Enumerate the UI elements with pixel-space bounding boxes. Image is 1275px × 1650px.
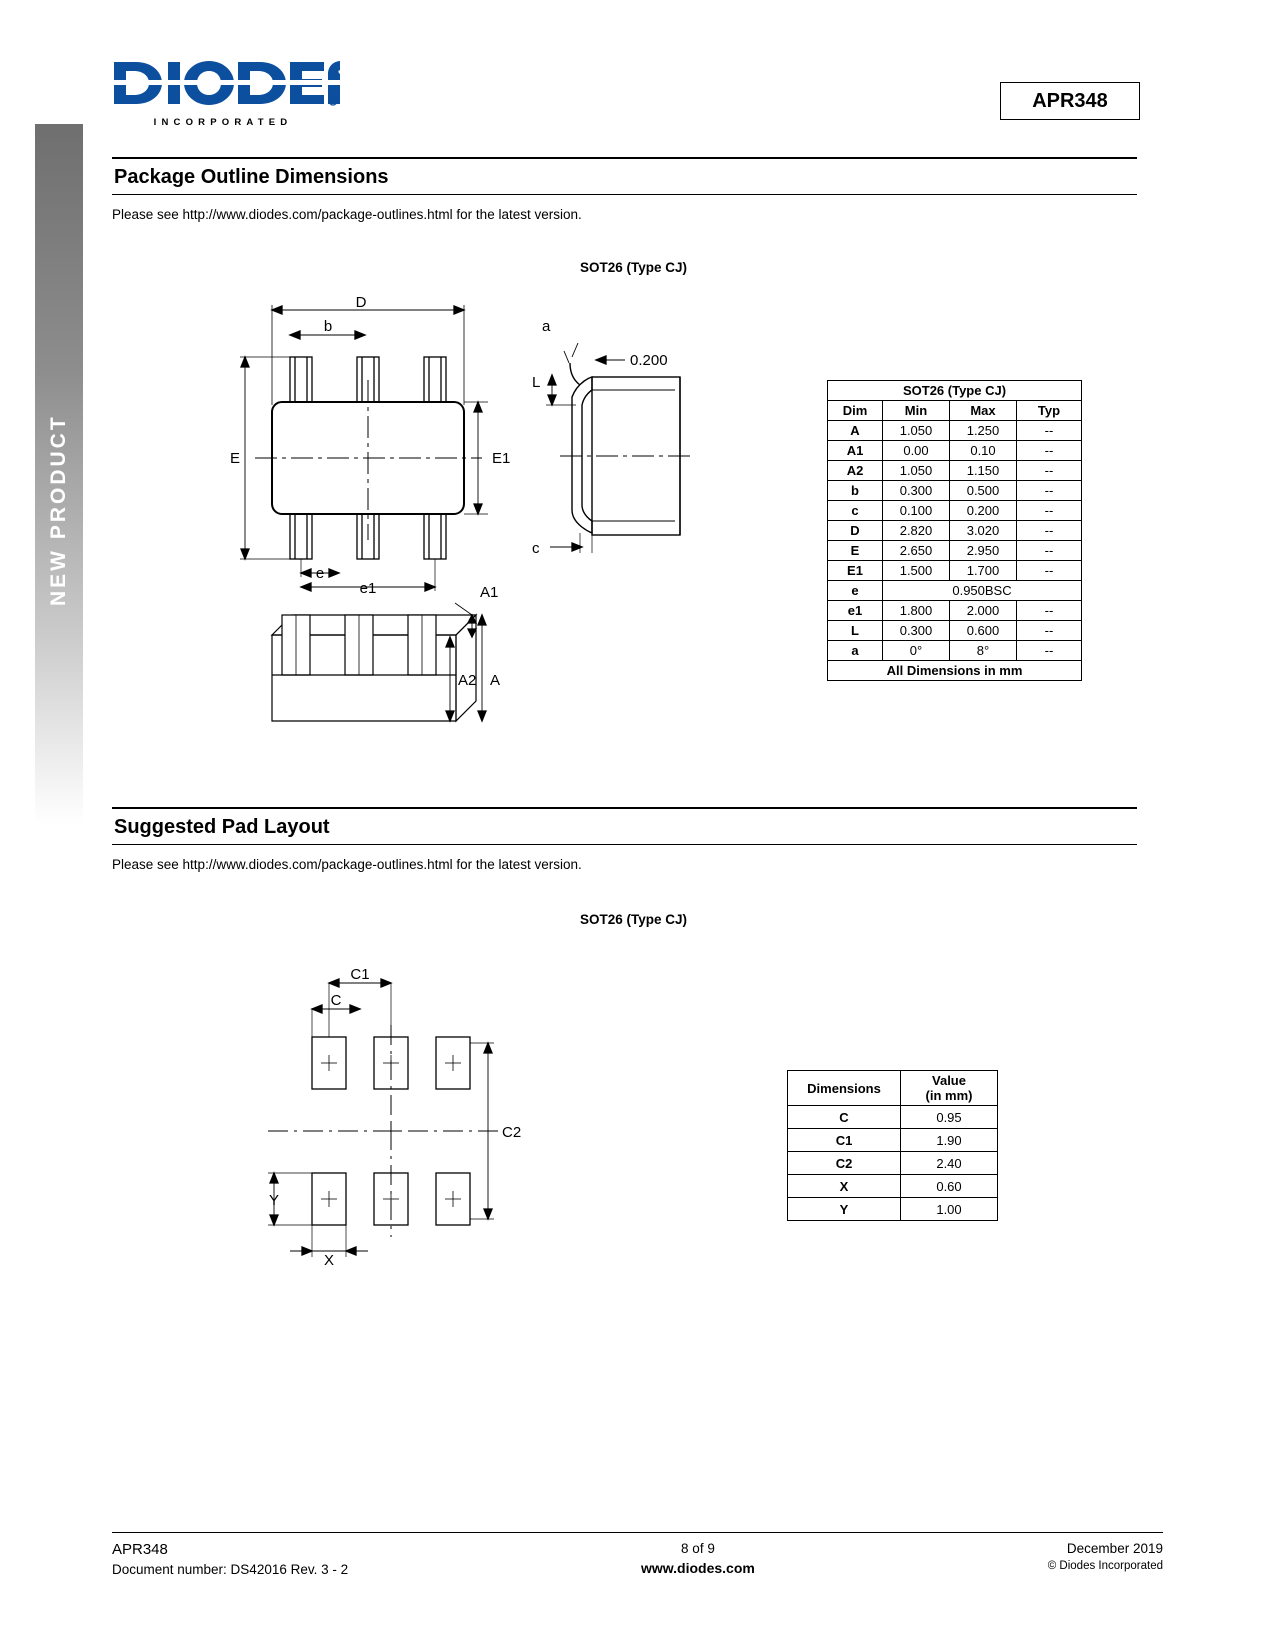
label-gap: 0.200	[630, 352, 668, 369]
pad-dim-value: 0.60	[901, 1175, 998, 1198]
dim-max: 3.020	[950, 521, 1017, 541]
dim-min: 0.300	[883, 481, 950, 501]
pad-dim-name: C2	[788, 1152, 901, 1175]
section-package-outline	[112, 157, 1137, 222]
section-title-package-outline: Package Outline Dimensions	[114, 166, 389, 188]
package-label-pad: SOT26 (Type CJ)	[580, 912, 688, 927]
dim-typ: --	[1017, 621, 1082, 641]
label-A: A	[490, 672, 501, 689]
label-a: a	[542, 318, 551, 335]
dim-name: E	[828, 541, 883, 561]
dim-min: 1.500	[883, 561, 950, 581]
dim-max: 2.000	[950, 601, 1017, 621]
dim-max: 1.700	[950, 561, 1017, 581]
dim-name: c	[828, 501, 883, 521]
pad-dim-value: 1.90	[901, 1129, 998, 1152]
dim-typ: --	[1017, 561, 1082, 581]
dim-name: E1	[828, 561, 883, 581]
table-row	[828, 421, 1082, 441]
dim-min: 0.300	[883, 621, 950, 641]
footer-rule	[112, 1532, 1163, 1533]
footer-right	[1048, 1539, 1163, 1575]
label-E1: E1	[492, 450, 511, 467]
label-A1: A1	[480, 584, 499, 601]
dim-typ: --	[1017, 521, 1082, 541]
table-row	[828, 561, 1082, 581]
dim-typ: --	[1017, 501, 1082, 521]
dim-min: 1.050	[883, 421, 950, 441]
dim-min: 1.800	[883, 601, 950, 621]
footer-date: December 2019	[1066, 1540, 1163, 1556]
dim-max: 0.200	[950, 501, 1017, 521]
table-row	[788, 1152, 998, 1175]
dim-max: 0.600	[950, 621, 1017, 641]
table-row	[828, 441, 1082, 461]
dim-max: 0.500	[950, 481, 1017, 501]
dim-min: 0.100	[883, 501, 950, 521]
table-row	[828, 501, 1082, 521]
dim-typ: --	[1017, 441, 1082, 461]
section-note-package-outline: Please see http://www.diodes.com/package-outlines.html for the latest version.	[112, 207, 582, 222]
footer-document-number: Document number: DS42016 Rev. 3 - 2	[112, 1562, 349, 1578]
package-outline-drawing	[220, 285, 800, 745]
dim-name: a	[828, 641, 883, 661]
dim-table-title: SOT26 (Type CJ)	[828, 381, 1082, 401]
table-row	[788, 1106, 998, 1129]
table-row	[828, 481, 1082, 501]
section-note-pad-layout: Please see http://www.diodes.com/package-outlines.html for the latest version.	[112, 857, 582, 872]
pad-header-dimensions: Dimensions	[788, 1071, 901, 1106]
dim-header-typ: Typ	[1017, 401, 1082, 421]
table-row	[788, 1175, 998, 1198]
footer-website[interactable]: www.diodes.com	[641, 1560, 755, 1577]
dim-max: 0.10	[950, 441, 1017, 461]
dim-name: b	[828, 481, 883, 501]
table-title-row	[828, 381, 1082, 401]
label-C1: C1	[350, 966, 370, 983]
package-label-outline: SOT26 (Type CJ)	[580, 260, 688, 275]
label-E: E	[230, 450, 241, 467]
label-C: C	[330, 992, 342, 1009]
pad-layout-table	[787, 1070, 998, 1221]
dim-min: 1.050	[883, 461, 950, 481]
label-D: D	[355, 294, 367, 311]
pad-layout-drawing	[250, 965, 600, 1295]
dim-max: 1.150	[950, 461, 1017, 481]
label-e1: e1	[359, 580, 377, 597]
dim-table-footer: All Dimensions in mm	[828, 661, 1082, 681]
svg-text:R: R	[330, 100, 336, 106]
section-title-pad-layout: Suggested Pad Layout	[114, 816, 330, 838]
dim-min: 0°	[883, 641, 950, 661]
label-c: c	[532, 540, 540, 557]
dim-header-dim: Dim	[828, 401, 883, 421]
footer-copyright: © Diodes Incorporated	[1047, 1560, 1163, 1573]
pad-dim-value: 1.00	[901, 1198, 998, 1221]
footer-center	[641, 1539, 755, 1579]
dim-min: 0.00	[883, 441, 950, 461]
label-C2: C2	[502, 1124, 522, 1141]
dim-typ: --	[1017, 461, 1082, 481]
dim-name: A2	[828, 461, 883, 481]
label-Y: Y	[268, 1192, 280, 1209]
label-A2: A2	[458, 672, 477, 689]
pad-dim-name: X	[788, 1175, 901, 1198]
dim-typ: --	[1017, 541, 1082, 561]
logo-subtitle: INCORPORATED	[153, 117, 293, 128]
dim-max: 8°	[950, 641, 1017, 661]
dim-name: A1	[828, 441, 883, 461]
section-pad-layout	[112, 807, 1137, 872]
pad-header-value-line2: (in mm)	[925, 1088, 973, 1103]
table-row	[788, 1129, 998, 1152]
label-X: X	[323, 1252, 335, 1269]
dim-name: e	[828, 581, 883, 601]
pad-dim-name: Y	[788, 1198, 901, 1221]
pad-dim-name: C1	[788, 1129, 901, 1152]
dim-max: 2.950	[950, 541, 1017, 561]
part-number-box: APR348	[1000, 82, 1140, 120]
table-header-row	[828, 401, 1082, 421]
dim-name: D	[828, 521, 883, 541]
footer-page-number: 8 of 9	[681, 1540, 715, 1556]
table-footer-row	[828, 661, 1082, 681]
table-row	[828, 601, 1082, 621]
footer-left	[112, 1539, 348, 1580]
dim-name: e1	[828, 601, 883, 621]
label-L: L	[532, 374, 541, 391]
label-e: e	[315, 565, 325, 582]
table-row	[828, 461, 1082, 481]
table-row	[828, 621, 1082, 641]
table-row-span	[828, 581, 1082, 601]
dimension-table	[827, 380, 1082, 681]
pad-header-value	[901, 1071, 998, 1106]
dim-header-min: Min	[883, 401, 950, 421]
pad-dim-name: C	[788, 1106, 901, 1129]
label-b: b	[323, 318, 333, 335]
table-row	[788, 1198, 998, 1221]
diodes-logo	[112, 58, 342, 128]
dim-typ: --	[1017, 641, 1082, 661]
dim-max: 1.250	[950, 421, 1017, 441]
dim-typ: --	[1017, 481, 1082, 501]
table-row	[828, 541, 1082, 561]
dim-header-max: Max	[950, 401, 1017, 421]
diodes-logo-mark	[112, 58, 340, 110]
footer-part-number: APR348	[112, 1540, 168, 1558]
new-product-label: NEW PRODUCT	[47, 414, 70, 606]
table-row	[828, 521, 1082, 541]
dim-typ: --	[1017, 601, 1082, 621]
pad-header-value-line1: Value	[932, 1073, 966, 1088]
dim-typ: --	[1017, 421, 1082, 441]
dim-span-value: 0.950BSC	[883, 581, 1082, 601]
dim-min: 2.650	[883, 541, 950, 561]
dim-min: 2.820	[883, 521, 950, 541]
pad-dim-value: 0.95	[901, 1106, 998, 1129]
page-footer	[112, 1532, 1163, 1580]
dim-name: A	[828, 421, 883, 441]
pad-table-header-row	[788, 1071, 998, 1106]
pad-dim-value: 2.40	[901, 1152, 998, 1175]
dim-name: L	[828, 621, 883, 641]
table-row	[828, 641, 1082, 661]
